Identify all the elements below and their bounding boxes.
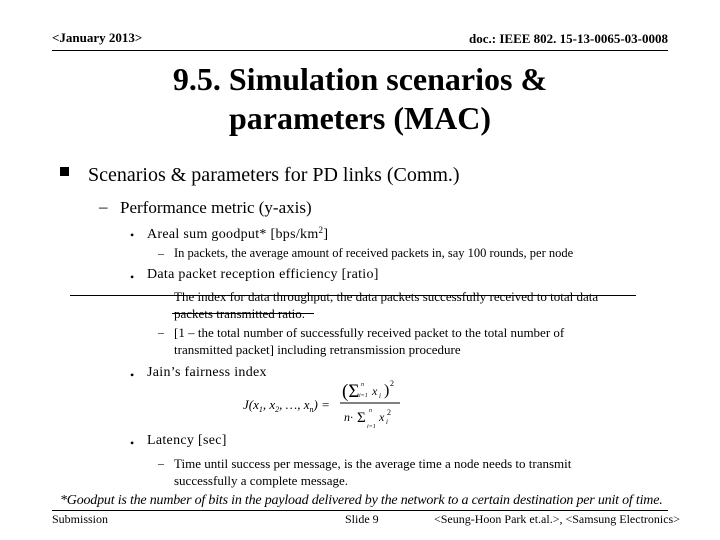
title-line-1: 9.5. Simulation scenarios &	[172, 61, 548, 97]
sub-dash: –	[158, 246, 164, 260]
strikethrough-line	[70, 295, 636, 296]
latency-sub-line-1: Time until success per message, is the average time a node needs to transmit	[174, 456, 572, 471]
efficiency-struck-line-1: The index for data throughput, the data packets successfully received to total data	[174, 289, 599, 304]
level2-dash: –	[99, 197, 108, 216]
title-line-2: parameters (MAC)	[228, 100, 492, 136]
svg-text:2: 2	[387, 408, 391, 417]
header-date: <January 2013>	[52, 30, 143, 45]
efficiency-sub-line-1: [1 – the total number of successfully received packet to the total number of	[174, 325, 565, 340]
formula-numerator	[342, 379, 394, 402]
areal-goodput-text	[147, 225, 328, 243]
svg-text:i: i	[386, 418, 388, 426]
latency-text: Latency [sec]	[147, 433, 227, 448]
svg-text:2: 2	[390, 379, 394, 388]
areal-goodput-sub: In packets, the average amount of received packets in, say 100 rounds, per node	[174, 246, 574, 260]
bullet-dot-icon: •	[130, 228, 135, 242]
header-doc-id: doc.: IEEE 802. 15-13-0065-03-0008	[469, 31, 668, 46]
svg-text:n: n	[369, 408, 372, 414]
svg-text:n: n	[361, 382, 364, 388]
sub-dash: –	[158, 325, 164, 339]
svg-text:i: i	[379, 392, 381, 400]
areal-goodput-end: ]	[323, 227, 329, 242]
bullet-dot-icon: •	[130, 270, 135, 284]
efficiency-sub-line-2: transmitted packet] including retransmission procedure	[174, 342, 461, 357]
strikethrough-line	[172, 313, 314, 314]
areal-goodput-sup: 2	[318, 225, 324, 235]
svg-text:i=1: i=1	[367, 424, 376, 430]
footer-authors: <Seung-Hoon Park et.al.>, <Samsung Electronics>	[433, 512, 680, 526]
footer-slide-number: Slide 9	[345, 512, 379, 526]
svg-text:x: x	[372, 384, 378, 398]
svg-text:i=1: i=1	[359, 393, 368, 399]
efficiency-struck-line-2: packets transmitted ratio.	[174, 306, 306, 321]
formula-lhs: $J(x_1$, $x_2$, …, $x_n$) =	[243, 397, 330, 414]
efficiency-text: Data packet reception efficiency [ratio]	[147, 267, 379, 282]
svg-text:): )	[384, 382, 390, 399]
svg-text:Σ: Σ	[357, 410, 366, 426]
bullet-dot-icon: •	[130, 436, 135, 450]
sub-dash: –	[158, 456, 164, 470]
formula-denominator	[344, 408, 391, 430]
level2-text: Performance metric (y-axis)	[120, 198, 312, 217]
latency-sub-line-2: successfully a complete message.	[174, 473, 348, 488]
svg-text:x: x	[379, 410, 385, 424]
jain-text: Jain’s fairness index	[147, 365, 267, 380]
slide-title	[60, 60, 660, 138]
level1-text: Scenarios & parameters for PD links (Comm.)	[88, 164, 460, 186]
jain-fairness-formula	[240, 375, 420, 431]
svg-text:n·: n·	[344, 410, 353, 424]
areal-goodput-main: Areal sum goodput* [bps/km	[147, 227, 319, 242]
bullet-dot-icon: •	[130, 368, 135, 382]
footer-submission: Submission	[52, 512, 109, 526]
header-rule	[52, 50, 668, 51]
svg-text:(Σ: (Σ	[342, 381, 360, 402]
square-bullet-icon	[60, 167, 69, 176]
footer-rule	[52, 510, 668, 511]
goodput-footnote: *Goodput is the number of bits in the payload delivered by the network to a certain destination per unit of time.	[60, 493, 663, 508]
